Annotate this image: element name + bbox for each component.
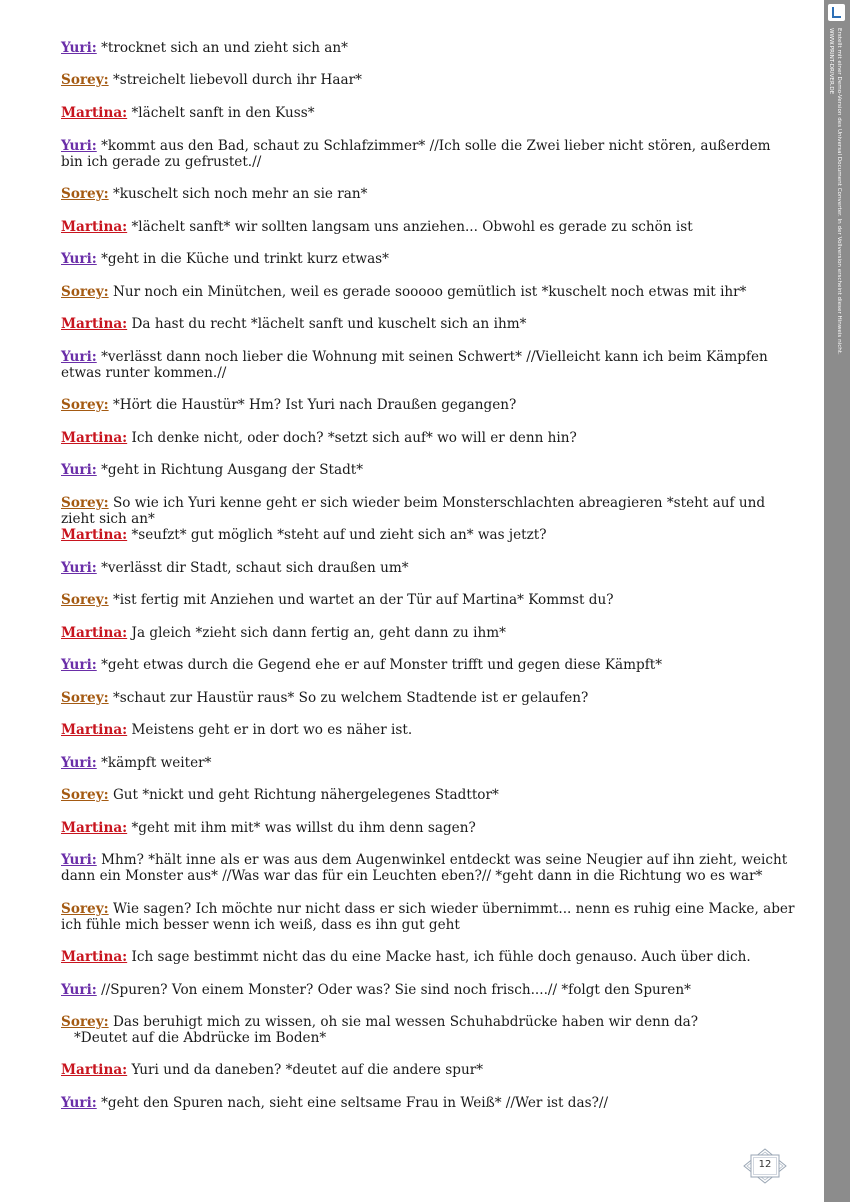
dialogue-text: *lächelt sanft in den Kuss* bbox=[127, 105, 315, 121]
speaker-name: Sorey: bbox=[61, 787, 109, 803]
speaker-name: Sorey: bbox=[61, 901, 109, 917]
speaker-name: Sorey: bbox=[61, 397, 109, 413]
speaker-name: Martina: bbox=[61, 1062, 128, 1078]
dialogue-line bbox=[61, 787, 796, 803]
dialogue-text: *streichelt liebevoll durch ihr Haar* bbox=[108, 72, 362, 88]
speaker-name: Martina: bbox=[61, 527, 128, 543]
page-number-badge bbox=[743, 1148, 787, 1184]
dialogue-text: //Spuren? Von einem Monster? Oder was? Sie sind noch frisch....// *folgt den Spuren* bbox=[96, 982, 691, 998]
dialogue-line bbox=[61, 430, 796, 446]
speaker-name: Yuri: bbox=[61, 40, 97, 56]
dialogue-line bbox=[61, 949, 796, 965]
dialogue-line bbox=[61, 251, 796, 267]
dialogue-line bbox=[61, 982, 796, 998]
dialogue-text: Da hast du recht *lächelt sanft und kuschelt sich an ihm* bbox=[127, 316, 527, 332]
speaker-name: Sorey: bbox=[61, 495, 109, 511]
speaker-name: Martina: bbox=[61, 430, 128, 446]
dialogue-line bbox=[61, 657, 796, 673]
speaker-name: Yuri: bbox=[61, 1095, 97, 1111]
dialogue-line bbox=[61, 560, 796, 576]
dialogue-line bbox=[61, 349, 796, 381]
dialogue-text: *geht mit ihm mit* was willst du ihm denn sagen? bbox=[127, 820, 476, 836]
speaker-name: Sorey: bbox=[61, 284, 109, 300]
dialogue-text: Mhm? *hält inne als er was aus dem Augenwinkel entdeckt was seine Neugier auf ihn zieht, weicht dann ein Monster aus* //Was war das für ein Leuchten eben?// *geht dann in die Richtung wo es war* bbox=[61, 852, 788, 884]
speaker-name: Yuri: bbox=[61, 138, 97, 154]
dialogue-line bbox=[61, 755, 796, 771]
speaker-name: Yuri: bbox=[61, 657, 97, 673]
speaker-name: Yuri: bbox=[61, 251, 97, 267]
dialogue-line bbox=[61, 495, 796, 527]
speaker-name: Yuri: bbox=[61, 462, 97, 478]
dialogue-text: *trocknet sich an und zieht sich an* bbox=[96, 40, 348, 56]
speaker-name: Sorey: bbox=[61, 592, 109, 608]
dialogue-text: *seufzt* gut möglich *steht auf und zieht sich an* was jetzt? bbox=[127, 527, 547, 543]
dialogue-text: *kommt aus den Bad, schaut zu Schlafzimmer* //Ich solle die Zwei lieber nicht stören, außerdem bin ich gerade zu gefrustet.// bbox=[61, 138, 771, 170]
converter-logo-icon bbox=[828, 4, 845, 21]
dialogue-line bbox=[61, 284, 796, 300]
dialogue-text-continued: *Deutet auf die Abdrücke im Boden* bbox=[74, 1030, 327, 1046]
speaker-name: Sorey: bbox=[61, 186, 109, 202]
dialogue-line bbox=[61, 901, 796, 933]
dialogue-line bbox=[61, 72, 796, 88]
dialogue-text: *geht etwas durch die Gegend ehe er auf Monster trifft und gegen diese Kämpft* bbox=[96, 657, 663, 673]
dialogue-text: *ist fertig mit Anziehen und wartet an der Tür auf Martina* Kommst du? bbox=[108, 592, 614, 608]
speaker-name: Sorey: bbox=[61, 1014, 109, 1030]
dialogue-line bbox=[61, 316, 796, 332]
dialogue-line bbox=[61, 625, 796, 641]
dialogue-text: Wie sagen? Ich möchte nur nicht dass er sich wieder übernimmt... nenn es ruhig eine Macke, aber ich fühle mich besser wenn ich weiß, dass es ihn gut geht bbox=[61, 901, 795, 933]
dialogue-text: *lächelt sanft* wir sollten langsam uns anziehen... Obwohl es gerade zu schön ist bbox=[127, 219, 693, 235]
speaker-name: Martina: bbox=[61, 219, 128, 235]
dialogue-text: *schaut zur Haustür raus* So zu welchem Stadtende ist er gelaufen? bbox=[108, 690, 589, 706]
dialogue-line bbox=[61, 138, 796, 170]
dialogue-line bbox=[61, 1095, 796, 1111]
dialogue-text: Yuri und da daneben? *deutet auf die andere spur* bbox=[127, 1062, 483, 1078]
speaker-name: Yuri: bbox=[61, 755, 97, 771]
dialogue-line bbox=[61, 219, 796, 235]
demo-watermark-sidebar bbox=[824, 0, 850, 1202]
dialogue-text: *Hört die Haustür* Hm? Ist Yuri nach Draußen gegangen? bbox=[108, 397, 517, 413]
speaker-name: Martina: bbox=[61, 949, 128, 965]
page-number: 12 bbox=[758, 1159, 772, 1170]
dialogue-text: Ich sage bestimmt nicht das du eine Macke hast, ich fühle doch genauso. Auch über dich. bbox=[127, 949, 751, 965]
dialogue-line bbox=[61, 592, 796, 608]
dialogue-text: *geht den Spuren nach, sieht eine seltsame Frau in Weiß* //Wer ist das?// bbox=[96, 1095, 609, 1111]
watermark-text bbox=[827, 28, 843, 355]
dialogue-line bbox=[61, 105, 796, 121]
speaker-name: Martina: bbox=[61, 722, 128, 738]
dialogue-line bbox=[61, 1062, 796, 1078]
dialogue-line bbox=[61, 1014, 796, 1046]
watermark-url: WWW.PRINT-DRIVER.DE bbox=[828, 28, 834, 95]
dialogue-line bbox=[61, 690, 796, 706]
speaker-name: Sorey: bbox=[61, 72, 109, 88]
dialogue-text: *kämpft weiter* bbox=[96, 755, 212, 771]
dialogue-line bbox=[61, 852, 796, 884]
dialogue-text: *verlässt dir Stadt, schaut sich draußen um* bbox=[96, 560, 409, 576]
dialogue-text: *geht in Richtung Ausgang der Stadt* bbox=[96, 462, 364, 478]
speaker-name: Yuri: bbox=[61, 982, 97, 998]
dialogue-line bbox=[61, 722, 796, 738]
dialogue-text: Nur noch ein Minütchen, weil es gerade sooooo gemütlich ist *kuschelt noch etwas mit ihr* bbox=[108, 284, 747, 300]
speaker-name: Martina: bbox=[61, 105, 128, 121]
speaker-name: Martina: bbox=[61, 625, 128, 641]
dialogue-text: Gut *nickt und geht Richtung nähergelegenes Stadttor* bbox=[108, 787, 499, 803]
speaker-name: Martina: bbox=[61, 316, 128, 332]
dialogue-text: Ja gleich *zieht sich dann fertig an, geht dann zu ihm* bbox=[127, 625, 506, 641]
speaker-name: Yuri: bbox=[61, 349, 97, 365]
speaker-name: Martina: bbox=[61, 820, 128, 836]
dialogue-text: *verlässt dann noch lieber die Wohnung mit seinen Schwert* //Vielleicht kann ich beim Kämpfen etwas runter kommen.// bbox=[61, 349, 768, 381]
watermark-line: Erstellt mit einer Demo-Version des Universal Document Converter. In der Vollversion erscheint dieser Hinweis nicht. bbox=[836, 28, 842, 355]
speaker-name: Sorey: bbox=[61, 690, 109, 706]
dialogue-line bbox=[61, 40, 796, 56]
speaker-name: Yuri: bbox=[61, 560, 97, 576]
dialogue-line bbox=[61, 820, 796, 836]
dialogue-line bbox=[61, 186, 796, 202]
dialogue-text: *geht in die Küche und trinkt kurz etwas* bbox=[96, 251, 389, 267]
dialogue-text: *kuschelt sich noch mehr an sie ran* bbox=[108, 186, 368, 202]
dialogue-text: Meistens geht er in dort wo es näher ist. bbox=[127, 722, 413, 738]
speaker-name: Yuri: bbox=[61, 852, 97, 868]
dialogue-text: Das beruhigt mich zu wissen, oh sie mal wessen Schuhabdrücke haben wir denn da? bbox=[108, 1014, 699, 1030]
dialogue-text: Ich denke nicht, oder doch? *setzt sich auf* wo will er denn hin? bbox=[127, 430, 577, 446]
dialogue-line bbox=[61, 397, 796, 413]
dialogue-line bbox=[61, 462, 796, 478]
dialogue-text: So wie ich Yuri kenne geht er sich wieder beim Monsterschlachten abreagieren *steht auf und zieht sich an* bbox=[61, 495, 766, 527]
dialogue-line bbox=[61, 527, 796, 543]
